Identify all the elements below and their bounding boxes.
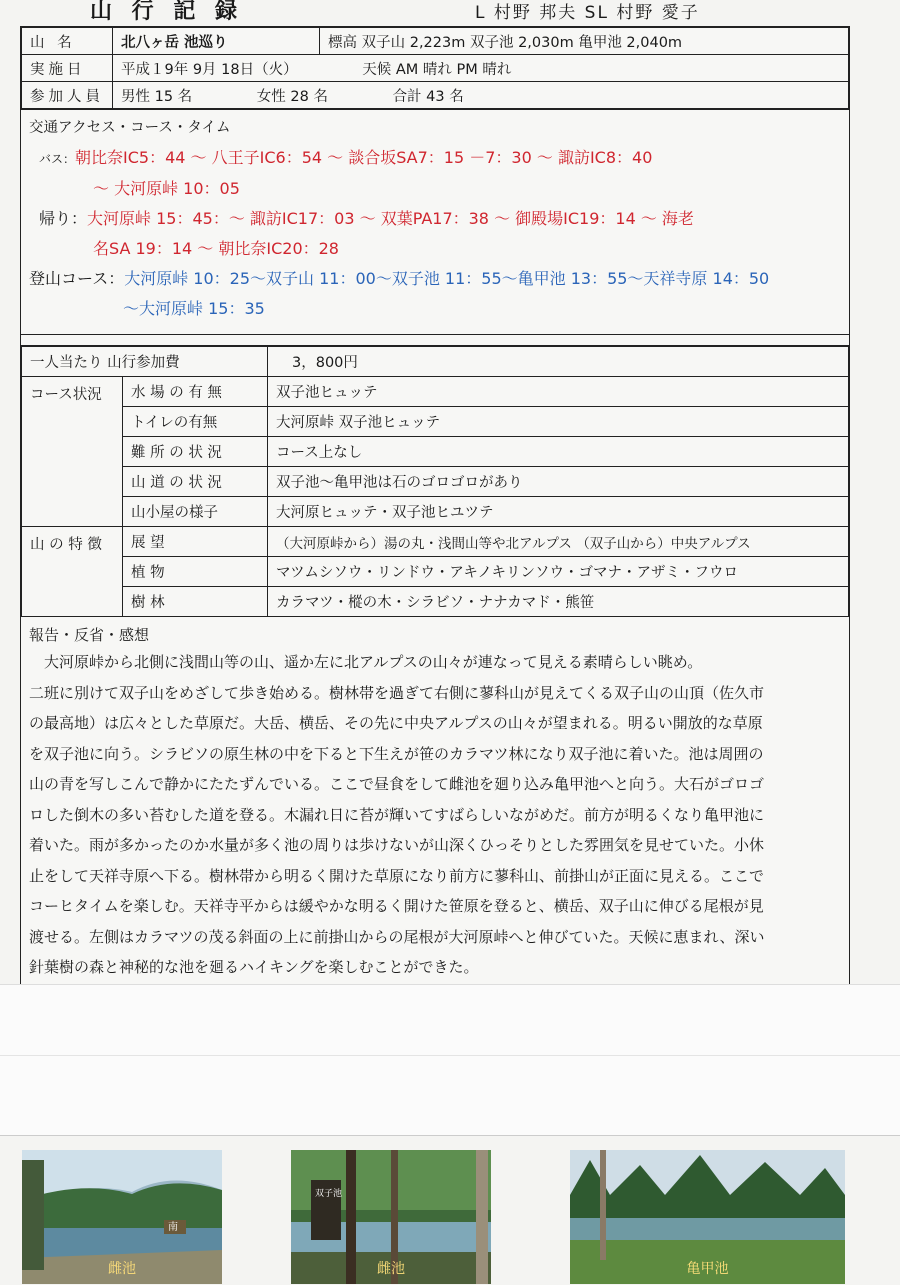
- record-sheet: [20, 26, 850, 990]
- members: [113, 82, 849, 109]
- course-status-value: 大河原ヒュッテ・双子池ヒユツテ: [268, 497, 849, 527]
- report-line: 二班に別けて双子山をめざして歩き始める。樹林帯を過ぎて右側に蓼科山が見えてくる双子山の山頂（佐久市: [29, 683, 765, 702]
- return-label: 帰り：: [39, 209, 88, 228]
- report-line: 山の青を写しこんで静かにたたずんでいる。ここで昼食をして雌池を廻り込み亀甲池へと向う。大石がゴロゴ: [29, 775, 765, 793]
- report-line: 着いた。雨が多かったのか水量が多く池の周りは歩けないが山深くひっそりとした雰囲気を見せていた。小休: [29, 836, 765, 854]
- photo-sign-text: 南: [168, 1222, 178, 1233]
- document-title: 山 行 記 録: [90, 0, 243, 24]
- access-section: [21, 109, 849, 335]
- return-line-2: 名SA 19：14 ～ 朝比奈IC20：28: [93, 239, 339, 258]
- photo-sign-text: 双子池: [315, 1189, 343, 1199]
- course-status-key: 山小屋の様子: [123, 497, 268, 527]
- course-status-label: コース状況: [22, 377, 123, 527]
- course-status-key: 難 所 の 状 況: [123, 437, 268, 467]
- date: 平成１9年 9月 18日（火）: [121, 61, 298, 78]
- photo-pond-3: [570, 1150, 845, 1284]
- header: [90, 0, 890, 22]
- course-status-value: 大河原峠 双子池ヒュッテ: [268, 407, 849, 437]
- conditions-table: [21, 346, 849, 617]
- fee-value: 3，800円: [268, 347, 849, 377]
- fee-label: 一人当たり 山行参加費: [22, 347, 268, 377]
- report-heading: 報告・反省・感想: [29, 626, 150, 644]
- mountain-label: 山 名: [22, 28, 113, 55]
- course-label: 登山コース：: [29, 269, 125, 288]
- course-status-key: トイレの有無: [123, 407, 268, 437]
- photo-pond-1: [22, 1150, 222, 1284]
- feature-key: 植 物: [123, 557, 268, 587]
- female-count: 女性 28 名: [256, 88, 328, 105]
- return-line-1: [29, 204, 841, 234]
- male-count: 男性 15 名: [121, 88, 193, 105]
- report-line: ロした倒木の多い苔むした道を登る。木漏れ日に苔が輝いてすばらしいながめだ。前方が明るくなり亀甲池に: [29, 805, 765, 824]
- photo-caption: 雌池: [108, 1261, 136, 1277]
- course-status-value: 双子池ヒュッテ: [268, 377, 849, 407]
- feature-key: 樹 林: [123, 587, 268, 617]
- course-line-1: [29, 264, 841, 294]
- course-line-2: ～大河原峠 15：35: [123, 299, 265, 318]
- date-label: 実施日: [22, 55, 113, 82]
- photo-caption: 亀甲池: [686, 1261, 729, 1277]
- return-route: 大河原峠 15：45：～ 諏訪IC17：03 ～ 双葉PA17：38 ～ 御殿場IC19：14 ～ 海老: [87, 209, 694, 228]
- report-line: 大河原峠から北側に浅間山等の山、遥か左に北アルプスの山々が連なって見える素晴らしい眺め。: [29, 653, 703, 671]
- report-line: 止をして天祥寺原へ下る。樹林帯から明るく開けた草原になり前方に蓼科山、前掛山が正面に見える。ここで: [29, 866, 765, 885]
- bus-route: 朝比奈IC5：44 ～ 八王子IC6：54 ～ 談合坂SA7：15 －7：30 ～ 諏訪IC8：40: [75, 148, 653, 167]
- report-line: を双子池に向う。シラビソの原生林の中を下ると下生えが笹のカラマツ林になり双子池に着いた。池は周囲の: [29, 744, 764, 763]
- report-line: 針葉樹の森と神秘的な池を廻るハイキングを楽しむことができた。: [29, 958, 479, 976]
- mountain-name: 北八ヶ岳 池巡り: [113, 28, 320, 55]
- feature-value: カラマツ・樅の木・シラビソ・ナナカマド・熊笹: [268, 587, 849, 617]
- feature-label: 山 の 特 徴: [22, 527, 123, 617]
- tape-crease: [0, 1055, 900, 1056]
- access-heading: 交通アクセス・コース・タイム: [29, 120, 231, 136]
- report-section: [21, 617, 849, 989]
- report-line: 渡せる。左側はカラマツの茂る斜面の上に前掛山からの尾根が大河原峠へと伸びていた。天候に恵まれ、深い: [29, 927, 765, 946]
- info-table: [21, 27, 849, 109]
- leaders: L 村野 邦夫 SL 村野 愛子: [475, 3, 700, 23]
- bus-line-1: [29, 143, 841, 174]
- course-status-value: 双子池～亀甲池は石のゴロゴロがあり: [268, 467, 849, 497]
- feature-value: マツムシソウ・リンドウ・アキノキリンソウ・ゴマナ・アザミ・フウロ: [268, 557, 849, 587]
- course-route: 大河原峠 10：25～双子山 11：00～双子池 11：55～亀甲池 13：55～天祥寺原 14：50: [124, 269, 770, 288]
- course-status-value: コース上なし: [268, 437, 849, 467]
- tape-overlay: [0, 984, 900, 1136]
- members-label: 参加人員: [22, 82, 113, 109]
- bus-line-2: ～ 大河原峠 10：05: [93, 179, 240, 198]
- total-count: 合計 43 名: [392, 88, 464, 105]
- photo-pond-2: [291, 1150, 491, 1284]
- report-line: の最高地）は広々とした草原だ。大岳、横岳、その先に中央アルプスの山々が望まれる。明るい開放的な草原: [29, 714, 763, 732]
- course-status-key: 水 場 の 有 無: [123, 377, 268, 407]
- spacer: [21, 335, 849, 346]
- bus-label: バス：: [39, 152, 76, 166]
- feature-key: 展 望: [123, 527, 268, 557]
- report-line: コーヒタイムを楽しむ。天祥寺平からは緩やかな明るく開けた笹原を登ると、横岳、双子山に伸びる尾根が見: [29, 897, 764, 915]
- course-status-key: 山 道 の 状 況: [123, 467, 268, 497]
- feature-value: （大河原峠から）湯の丸・浅間山等や北アルプス （双子山から）中央アルプス: [268, 527, 849, 557]
- date-weather: [113, 55, 849, 82]
- altitude: 標高 双子山 2,223m 双子池 2,030m 亀甲池 2,040m: [320, 28, 849, 55]
- photo-caption: 雌池: [377, 1261, 405, 1277]
- weather: 天候 AM 晴れ PM 晴れ: [362, 61, 512, 78]
